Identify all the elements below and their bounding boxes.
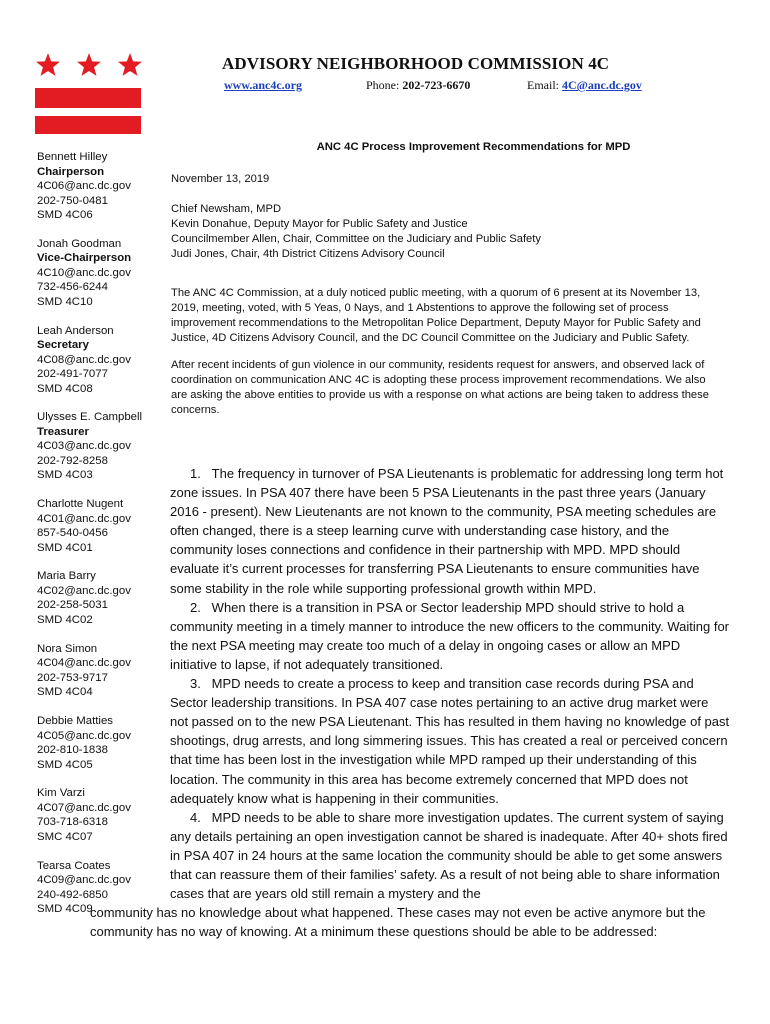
email-line	[527, 78, 642, 93]
recipient-line: Councilmember Allen, Chair, Committee on the Judiciary and Public Safety	[171, 233, 541, 245]
member-role: Treasurer	[37, 425, 89, 438]
member-email: 4C01@anc.dc.gov	[37, 512, 131, 525]
recommendation-item: 2. When there is a transition in PSA or Sector leadership MPD should strive to hold a community meeting in a timely manner to introduce the new officers to the community. Waiting for the next PSA meeting may create too much of a delay in ongoing cases or allow an MPD initiative to lapse, if not adequately transitioned.	[170, 599, 729, 672]
context-paragraph: After recent incidents of gun violence in our community, residents request for answers, and observed lack of coordination on communication ANC 4C is adopting these process improvement recommendations. We also are asking the above entities to provide us with a response on what actions are being taken to address these concerns.	[171, 359, 709, 416]
member-smd: SMD 4C06	[37, 209, 93, 221]
member-phone: 202-258-5031	[37, 599, 108, 612]
member-phone: 732-456-6244	[37, 281, 108, 294]
member-name: Leah Anderson	[37, 324, 114, 337]
member-name: Kim Varzi	[37, 787, 85, 800]
phone-label: Phone:	[366, 78, 400, 92]
member-email: 4C03@anc.dc.gov	[37, 440, 131, 453]
member-email: 4C04@anc.dc.gov	[37, 657, 131, 670]
member-smd: SMD 4C01	[37, 541, 93, 554]
flag-bar-bottom	[35, 116, 141, 134]
member-smd: SMD 4C02	[37, 613, 93, 626]
member-entry	[37, 150, 157, 223]
recommendation-item: 4. MPD needs to be able to share more investigation updates. The current system of saying any details pertaining an open investigation cannot be shared is inadequate. After 40+ shots fired in PSA 407 in 24 hours at the same location the community should be able to get some answers that can reassure them of their families’ safety. As a result of not being able to share information cases that are years old still remain a mystery and the	[170, 809, 728, 902]
commission-title: ADVISORY NEIGHBORHOOD COMMISSION 4C	[222, 54, 610, 73]
star-icon	[35, 52, 61, 78]
letter-date: November 13, 2019	[171, 173, 270, 185]
member-phone: 202-810-1838	[37, 744, 108, 757]
member-email: 4C05@anc.dc.gov	[37, 729, 131, 742]
phone-line	[366, 78, 470, 93]
recommendation-list	[90, 464, 730, 941]
member-role: Secretary	[37, 339, 89, 352]
recipient-line: Chief Newsham, MPD	[171, 203, 282, 215]
member-phone: 703-718-6318	[37, 816, 108, 829]
member-phone: 240-492-6850	[37, 888, 108, 901]
member-role: Vice-Chairperson	[37, 252, 132, 265]
member-email: 4C09@anc.dc.gov	[37, 874, 131, 887]
star-icon	[76, 52, 102, 78]
member-name: Jonah Goodman	[37, 237, 122, 250]
phone-number: 202-723-6670	[402, 78, 471, 92]
member-entry	[37, 324, 157, 397]
member-name: Nora Simon	[37, 642, 98, 655]
member-email: 4C06@anc.dc.gov	[37, 180, 131, 192]
member-email: 4C08@anc.dc.gov	[37, 353, 131, 366]
recipient-list	[171, 202, 716, 262]
member-role: Chairperson	[37, 165, 105, 178]
member-name: Tearsa Coates	[37, 859, 111, 872]
member-phone: 202-792-8258	[37, 454, 108, 467]
vote-paragraph: The ANC 4C Commission, at a duly noticed public meeting, with a quorum of 6 present at its November 13, 2019, meeting, voted, with 5 Yeas, 0 Nays, and 1 Abstentions to approve the following set of process improvement recommendations to the Metropolitan Police Department, Deputy Mayor for Public Safety and Justice, 4D Citizens Advisory Council, and the DC Council Committee on the Judiciary and Public Safety.	[171, 287, 701, 344]
member-phone: 202-753-9717	[37, 671, 108, 684]
member-name: Charlotte Nugent	[37, 498, 124, 511]
flag-bar-top	[35, 88, 141, 108]
member-name: Maria Barry	[37, 570, 96, 583]
website-link[interactable]	[224, 78, 302, 93]
member-smd: SMD 4C10	[37, 295, 93, 308]
member-smd: SMD 4C05	[37, 758, 93, 771]
website-link-text[interactable]: www.anc4c.org	[224, 78, 302, 92]
member-phone: 202-750-0481	[37, 194, 108, 207]
member-email: 4C02@anc.dc.gov	[37, 584, 131, 597]
recipient-line: Kevin Donahue, Deputy Mayor for Public Safety and Justice	[171, 218, 468, 230]
member-email: 4C10@anc.dc.gov	[37, 266, 131, 279]
letter-body	[171, 140, 716, 418]
dc-flag-logo	[35, 52, 143, 78]
member-phone: 857-540-0456	[37, 527, 108, 540]
recommendation-item: 3. MPD needs to create a process to keep and transition case records during PSA and Sector leadership transitions. In PSA 407 case notes pertaining to an active drug market were not passed on to the new PSA Lieutenant. This has resulted in them having no knowledge of past shootings, drug arrests, and long simmering issues. This has created a real or perceived concern that time has been lost in the investigation while MPD ramped up their understanding of this location. The community in this area has become extremely concerned that MPD does not adequately know what is happening in their communities.	[170, 676, 730, 806]
member-phone: 202-491-7077	[37, 368, 108, 381]
member-name: Debbie Matties	[37, 715, 113, 728]
recommendation-item: 1. The frequency in turnover of PSA Lieutenants is problematic for addressing long term hot zone issues. In PSA 407 there have been 5 PSA Lieutenants in the past three years (January 2016 - present). New Lieutenants are not known to the community, PSA meeting schedules are often changed, there is a steep learning curve with understanding case history, and the community loses connections and confidence in their partnership with MPD. MPD should evaluate it’s current processes for transferring PSA Lieutenants to ensure communities have some stability in the role while supporting professional growth within MPD.	[170, 466, 724, 596]
member-smd: SMC 4C07	[37, 830, 93, 843]
member-email: 4C07@anc.dc.gov	[37, 801, 131, 814]
star-icon	[117, 52, 143, 78]
member-entry	[37, 237, 157, 310]
member-smd: SMD 4C04	[37, 686, 93, 699]
email-label: Email:	[527, 78, 559, 92]
logo-stars	[35, 52, 143, 78]
recipient-line: Judi Jones, Chair, 4th District Citizens Advisory Council	[171, 248, 445, 260]
member-smd: SMD 4C03	[37, 469, 93, 482]
member-name: Bennett Hilley	[37, 151, 108, 163]
email-link[interactable]: 4C@anc.dc.gov	[562, 78, 642, 92]
member-smd: SMD 4C08	[37, 382, 93, 395]
recommendation-item-continued: community has no knowledge about what happened. These cases may not even be active anymore but the community has no way of knowing. At a minimum these questions should be able to be addressed:	[90, 905, 706, 940]
document-title: ANC 4C Process Improvement Recommendations for MPD	[316, 141, 631, 153]
member-name: Ulysses E. Campbell	[37, 411, 143, 424]
member-smd: SMD 4C09	[37, 903, 93, 916]
